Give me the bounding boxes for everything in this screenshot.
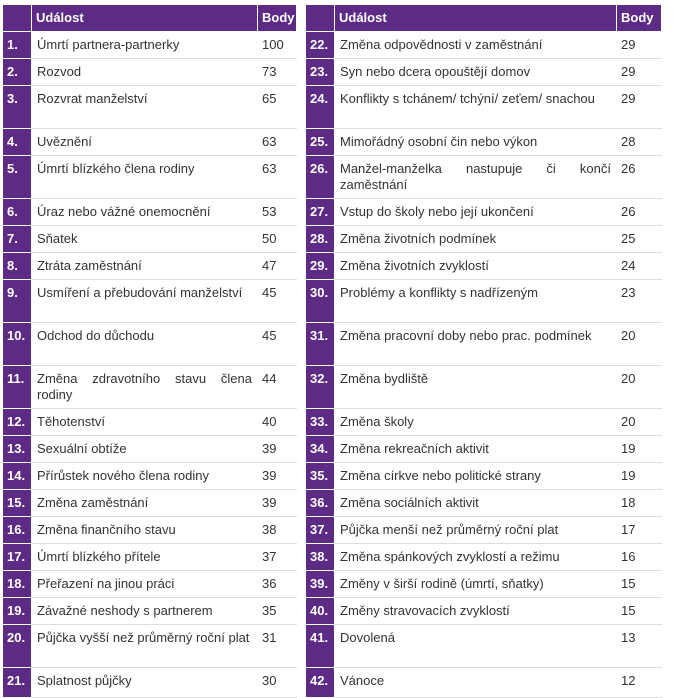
row-number: 7. — [3, 226, 32, 253]
header-event: Událost — [32, 5, 258, 32]
event-name: Půjčka menší než průměrný roční plat — [335, 517, 617, 544]
event-points: 28 — [617, 129, 662, 156]
event-points: 30 — [258, 668, 297, 698]
event-points: 18 — [617, 490, 662, 517]
event-name: Syn nebo dcera opouštějí domov — [335, 59, 617, 86]
table-row — [3, 280, 297, 323]
row-number: 14. — [3, 463, 32, 490]
row-number: 2. — [3, 59, 32, 86]
event-points: 25 — [617, 226, 662, 253]
table-body — [306, 32, 662, 698]
event-points: 100 — [258, 32, 297, 59]
row-number: 39. — [306, 571, 335, 598]
event-points: 35 — [258, 598, 297, 625]
event-name: Problémy a konflikty s nadřízeným — [335, 280, 617, 323]
event-points: 29 — [617, 86, 662, 129]
table-row — [306, 544, 662, 571]
row-number: 5. — [3, 156, 32, 199]
event-points: 37 — [258, 544, 297, 571]
table-row — [306, 129, 662, 156]
row-number: 15. — [3, 490, 32, 517]
event-name: Změna školy — [335, 409, 617, 436]
event-points: 15 — [617, 598, 662, 625]
event-name: Sňatek — [32, 226, 258, 253]
event-points: 47 — [258, 253, 297, 280]
row-number: 31. — [306, 323, 335, 366]
row-number: 3. — [3, 86, 32, 129]
row-number: 1. — [3, 32, 32, 59]
row-number: 41. — [306, 625, 335, 668]
row-number: 26. — [306, 156, 335, 199]
event-name: Přírůstek nového člena rodiny — [32, 463, 258, 490]
event-points: 19 — [617, 436, 662, 463]
row-number: 22. — [306, 32, 335, 59]
event-points: 45 — [258, 280, 297, 323]
event-name: Změna finančního stavu — [32, 517, 258, 544]
event-points: 31 — [258, 625, 297, 668]
event-name: Změny v širší rodině (úmrtí, sňatky) — [335, 571, 617, 598]
event-name: Změna životních podmínek — [335, 226, 617, 253]
header-number — [3, 5, 32, 32]
event-points: 20 — [617, 323, 662, 366]
table-row — [306, 490, 662, 517]
table-row — [306, 625, 662, 668]
row-number: 13. — [3, 436, 32, 463]
event-points: 73 — [258, 59, 297, 86]
table-row — [306, 253, 662, 280]
event-points: 15 — [617, 571, 662, 598]
event-name: Úmrtí blízkého člena rodiny — [32, 156, 258, 199]
row-number: 36. — [306, 490, 335, 517]
table-row — [3, 156, 297, 199]
event-name: Půjčka vyšší než průměrný roční plat — [32, 625, 258, 668]
row-number: 23. — [306, 59, 335, 86]
table-row — [3, 517, 297, 544]
event-points: 16 — [617, 544, 662, 571]
event-name: Změna pracovní doby nebo prac. podmínek — [335, 323, 617, 366]
table-row — [306, 323, 662, 366]
row-number: 24. — [306, 86, 335, 129]
row-number: 38. — [306, 544, 335, 571]
row-number: 6. — [3, 199, 32, 226]
event-name: Změny stravovacích zvyklostí — [335, 598, 617, 625]
table-row — [306, 571, 662, 598]
row-number: 37. — [306, 517, 335, 544]
events-table-right — [305, 4, 662, 698]
header-points: Body — [258, 5, 297, 32]
table-row — [3, 323, 297, 366]
table-body — [3, 32, 297, 698]
table-row — [306, 280, 662, 323]
event-points: 39 — [258, 490, 297, 517]
row-number: 18. — [3, 571, 32, 598]
event-name: Těhotenství — [32, 409, 258, 436]
table-row — [3, 436, 297, 463]
table-row — [306, 156, 662, 199]
event-points: 53 — [258, 199, 297, 226]
row-number: 29. — [306, 253, 335, 280]
event-name: Změna rekreačních aktivit — [335, 436, 617, 463]
event-name: Dovolená — [335, 625, 617, 668]
event-name: Ztráta zaměstnání — [32, 253, 258, 280]
event-name: Přeřazení na jinou práci — [32, 571, 258, 598]
event-points: 44 — [258, 366, 297, 409]
event-points: 29 — [617, 59, 662, 86]
table-row — [3, 598, 297, 625]
event-points: 63 — [258, 156, 297, 199]
row-number: 27. — [306, 199, 335, 226]
event-name: Změna sociálních aktivit — [335, 490, 617, 517]
event-points: 29 — [617, 32, 662, 59]
event-points: 12 — [617, 668, 662, 698]
table-row — [3, 366, 297, 409]
row-number: 21. — [3, 668, 32, 698]
event-points: 63 — [258, 129, 297, 156]
event-name: Úmrtí partnera-partnerky — [32, 32, 258, 59]
table-row — [3, 668, 297, 698]
row-number: 20. — [3, 625, 32, 668]
event-name: Závažné neshody s partnerem — [32, 598, 258, 625]
event-name: Změna bydliště — [335, 366, 617, 409]
event-points: 26 — [617, 199, 662, 226]
event-name: Úraz nebo vážné onemocnění — [32, 199, 258, 226]
header-row — [3, 5, 297, 32]
event-points: 23 — [617, 280, 662, 323]
row-number: 19. — [3, 598, 32, 625]
row-number: 17. — [3, 544, 32, 571]
header-event: Událost — [335, 5, 617, 32]
table-row — [3, 571, 297, 598]
row-number: 4. — [3, 129, 32, 156]
row-number: 30. — [306, 280, 335, 323]
table-row — [306, 226, 662, 253]
event-points: 39 — [258, 436, 297, 463]
event-name: Uvěznění — [32, 129, 258, 156]
row-number: 34. — [306, 436, 335, 463]
table-row — [3, 463, 297, 490]
table-row — [3, 253, 297, 280]
event-points: 50 — [258, 226, 297, 253]
row-number: 42. — [306, 668, 335, 698]
row-number: 11. — [3, 366, 32, 409]
event-name: Manžel-manželka nastupuje či končí zaměstnání — [335, 156, 617, 199]
table-row — [306, 409, 662, 436]
row-number: 12. — [3, 409, 32, 436]
event-points: 38 — [258, 517, 297, 544]
row-number: 16. — [3, 517, 32, 544]
event-points: 20 — [617, 409, 662, 436]
table-row — [306, 463, 662, 490]
events-table-left — [2, 4, 297, 698]
table-row — [306, 598, 662, 625]
event-name: Odchod do důchodu — [32, 323, 258, 366]
table-row — [3, 409, 297, 436]
table-row — [306, 668, 662, 698]
table-row — [3, 226, 297, 253]
event-name: Usmíření a přebudování manželství — [32, 280, 258, 323]
table-row — [3, 32, 297, 59]
event-name: Změna spánkových zvyklostí a režimu — [335, 544, 617, 571]
table-row — [3, 59, 297, 86]
table-row — [306, 32, 662, 59]
table-row — [306, 436, 662, 463]
table-row — [3, 544, 297, 571]
row-number: 10. — [3, 323, 32, 366]
row-number: 25. — [306, 129, 335, 156]
header-number — [306, 5, 335, 32]
event-name: Změna zdravotního stavu člena rodiny — [32, 366, 258, 409]
event-points: 36 — [258, 571, 297, 598]
row-number: 40. — [306, 598, 335, 625]
event-name: Splatnost půjčky — [32, 668, 258, 698]
event-name: Úmrtí blízkého přítele — [32, 544, 258, 571]
event-name: Změna odpovědnosti v zaměstnání — [335, 32, 617, 59]
table-row — [306, 59, 662, 86]
row-number: 8. — [3, 253, 32, 280]
event-points: 20 — [617, 366, 662, 409]
event-points: 40 — [258, 409, 297, 436]
table-row — [3, 129, 297, 156]
event-name: Vstup do školy nebo její ukončení — [335, 199, 617, 226]
table-row — [3, 86, 297, 129]
header-row — [306, 5, 662, 32]
table-row — [306, 366, 662, 409]
event-points: 17 — [617, 517, 662, 544]
event-name: Rozvrat manželství — [32, 86, 258, 129]
event-name: Změna zaměstnání — [32, 490, 258, 517]
table-row — [3, 625, 297, 668]
event-name: Mimořádný osobní čin nebo výkon — [335, 129, 617, 156]
row-number: 32. — [306, 366, 335, 409]
table-row — [3, 199, 297, 226]
row-number: 9. — [3, 280, 32, 323]
table-row — [306, 86, 662, 129]
row-number: 33. — [306, 409, 335, 436]
table-row — [306, 517, 662, 544]
event-name: Změna životních zvyklostí — [335, 253, 617, 280]
event-points: 24 — [617, 253, 662, 280]
row-number: 35. — [306, 463, 335, 490]
event-points: 45 — [258, 323, 297, 366]
table-row — [306, 199, 662, 226]
header-points: Body — [617, 5, 662, 32]
table-row — [3, 490, 297, 517]
event-points: 19 — [617, 463, 662, 490]
event-name: Rozvod — [32, 59, 258, 86]
event-name: Konflikty s tchánem/ tchýní/ zeťem/ snachou — [335, 86, 617, 129]
event-name: Změna církve nebo politické strany — [335, 463, 617, 490]
event-points: 65 — [258, 86, 297, 129]
event-points: 13 — [617, 625, 662, 668]
event-points: 39 — [258, 463, 297, 490]
event-points: 26 — [617, 156, 662, 199]
row-number: 28. — [306, 226, 335, 253]
event-name: Sexuální obtíže — [32, 436, 258, 463]
event-name: Vánoce — [335, 668, 617, 698]
